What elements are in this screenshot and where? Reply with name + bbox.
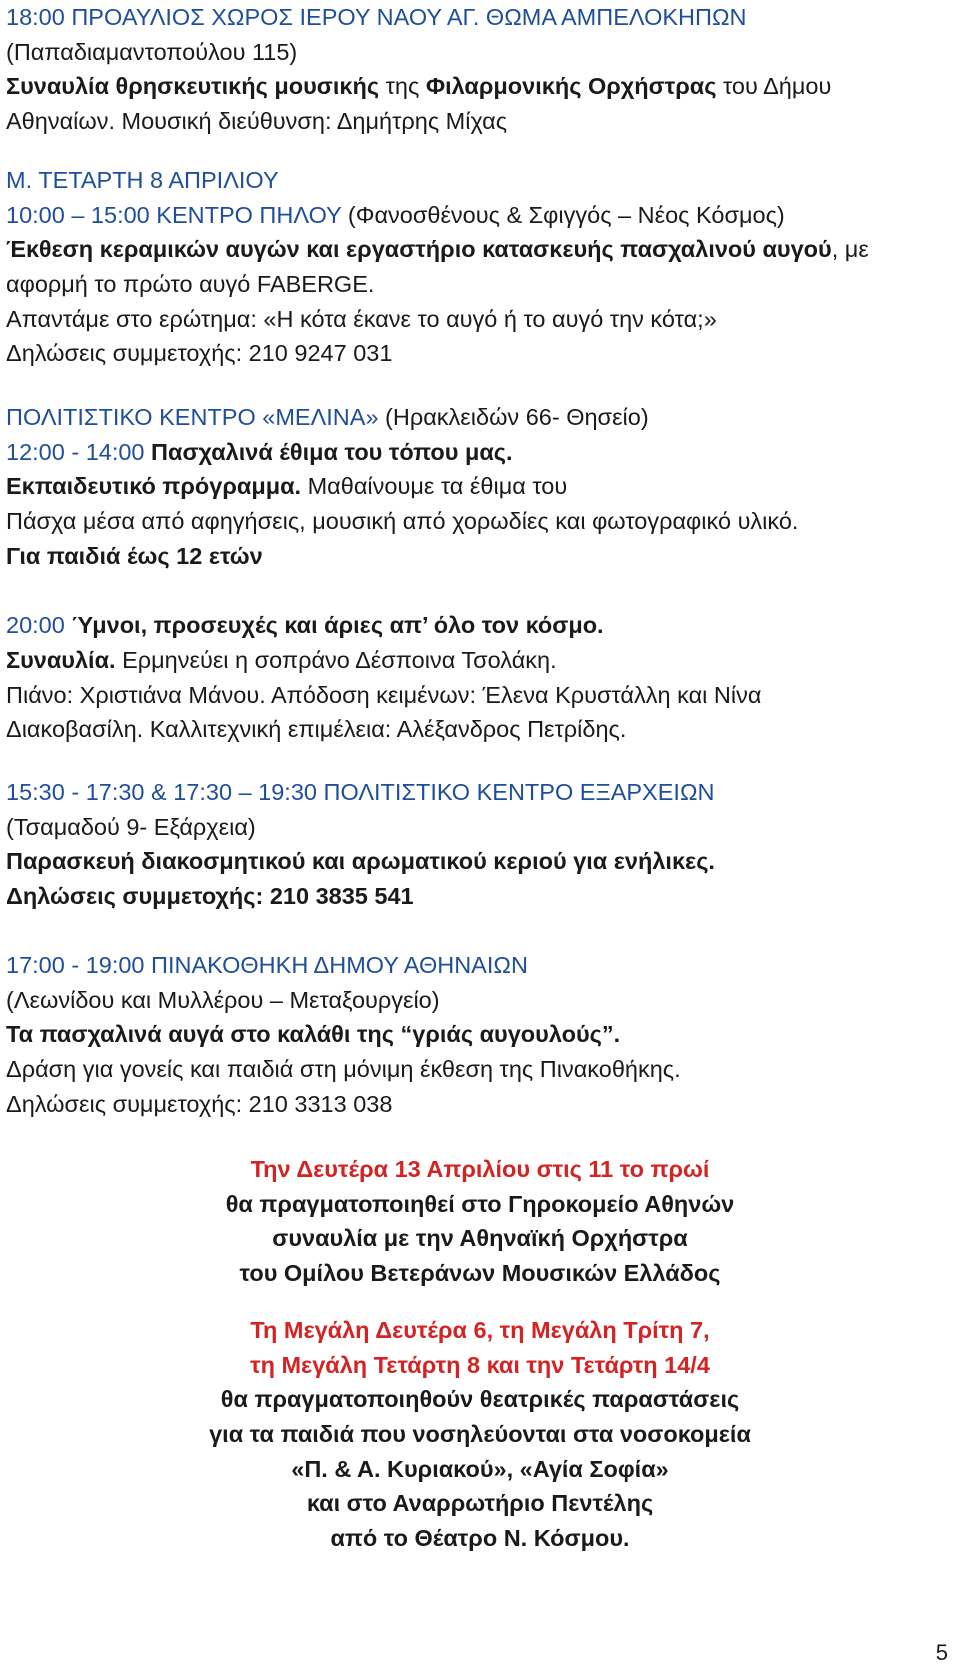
- notice-line: και στο Αναρρωτήριο Πεντέλης: [306, 1490, 654, 1517]
- event-description: Δράση για γονείς και παιδιά στη μόνιμη έκθεση της Πινακοθήκης.: [6, 1056, 681, 1083]
- notice-date: Τη Μεγάλη Δευτέρα 6, τη Μεγάλη Τρίτη 7,: [250, 1317, 710, 1343]
- event-credits-cont: Διακοβασίλη. Καλλιτεχνική επιμέλεια: Αλέξανδρος Πετρίδης.: [6, 716, 627, 743]
- spacer: [6, 573, 946, 608]
- event-description: [6, 232, 946, 267]
- age-note: Για παιδιά έως 12 ετών: [6, 542, 263, 569]
- notice-line: συναυλία με την Αθηναϊκή Ορχήστρα: [272, 1225, 688, 1252]
- notice-line: από το Θέατρο Ν. Κόσμου.: [330, 1525, 630, 1552]
- event-pinakothiki: [6, 948, 946, 1121]
- notice-gerokomeio: [0, 1152, 960, 1291]
- event-title: Συναυλία θρησκευτικής μουσικής: [6, 73, 380, 100]
- registration-phone: Δηλώσεις συμμετοχής: 210 3835 541: [6, 883, 414, 910]
- notice-line: για τα παιδιά που νοσηλεύονται στα νοσοκομεία: [209, 1421, 751, 1448]
- text-span: Μαθαίνουμε τα έθιμα του: [301, 473, 568, 500]
- venue-heading: [6, 400, 946, 435]
- text-span: του Δήμου: [716, 73, 832, 100]
- event-time-venue: 10:00 – 15:00 ΚΕΝΤΡΟ ΠΗΛΟΥ: [6, 201, 342, 228]
- notice-date: τη Μεγάλη Τετάρτη 8 και την Τετάρτη 14/4: [250, 1351, 710, 1378]
- notice-theatre: [0, 1313, 960, 1556]
- text-span: της: [379, 73, 426, 100]
- event-kentro-pilou: [6, 163, 946, 371]
- notice-line: θα πραγματοποιηθεί στο Γηροκομείο Αθηνών: [225, 1190, 735, 1217]
- venue-name: ΠΟΛΙΤΙΣΤΙΚΟ ΚΕΝΤΡΟ «ΜΕΛΙΝΑ»: [6, 404, 379, 430]
- event-title: Έκθεση κεραμικών αυγών και εργαστήριο κατασκευής πασχαλινού αυγού: [6, 236, 832, 263]
- event-title: Ύμνοι, προσευχές και άριες απ’ όλο τον κόσμο.: [64, 612, 604, 639]
- event-exarcheia: [6, 775, 946, 914]
- event-title: Τα πασχαλινά αυγά στο καλάθι της “γριάς αυγουλούς”.: [6, 1021, 621, 1048]
- event-time: 20:00: [6, 612, 65, 639]
- event-time: 12:00 - 14:00: [6, 438, 145, 465]
- event-heading: 18:00 ΠΡΟΑΥΛΙΟΣ ΧΩΡΟΣ ΙΕΡΟΥ ΝΑΟΥ ΑΓ. ΘΩΜΑ ΑΜΠΕΛΟΚΗΠΩΝ: [6, 4, 747, 30]
- event-question: Απαντάμε στο ερώτημα: «Η κότα έκανε το αυγό ή το αυγό την κότα;»: [6, 305, 717, 332]
- event-heading: 17:00 - 19:00 ΠΙΝΑΚΟΘΗΚΗ ΔΗΜΟΥ ΑΘΗΝΑΙΩΝ: [6, 952, 528, 978]
- event-description-cont: Πάσχα μέσα από αφηγήσεις, μουσική από χορωδίες και φωτογραφικό υλικό.: [6, 508, 799, 535]
- program-label: Εκπαιδευτικό πρόγραμμα.: [6, 473, 302, 500]
- date-heading: Μ. ΤΕΤΑΡΤΗ 8 ΑΠΡΙΛΙΟΥ: [6, 167, 279, 193]
- event-heading: [6, 435, 946, 470]
- event-description: [6, 643, 946, 678]
- event-address: (Φανοσθένους & Σφιγγός – Νέος Κόσμος): [341, 201, 785, 228]
- notice-line: θα πραγματοποιηθούν θεατρικές παραστάσεις: [220, 1386, 740, 1413]
- event-title: Παρασκευή διακοσμητικού και αρωματικού κεριού για ενήλικες.: [6, 848, 715, 875]
- event-heading: 15:30 - 17:30 & 17:30 – 19:30 ΠΟΛΙΤΙΣΤΙΚΟ ΚΕΝΤΡΟ ΕΞΑΡΧΕΙΩΝ: [6, 779, 715, 805]
- event-address: (Παπαδιαμαντοπούλου 115): [6, 38, 298, 65]
- event-description: [6, 469, 946, 504]
- venue-address: (Ηρακλειδών 66- Θησείο): [378, 404, 649, 430]
- event-heading: [6, 198, 946, 233]
- notice-line: «Π. & Α. Κυριακού», «Αγία Σοφία»: [291, 1455, 669, 1482]
- text-span: Ερμηνεύει η σοπράνο Δέσποινα Τσολάκη.: [115, 646, 557, 673]
- event-address: (Τσαμαδού 9- Εξάρχεια): [6, 813, 256, 840]
- event-description: [6, 69, 946, 104]
- event-agios-thomas: [6, 0, 946, 139]
- registration-phone: Δηλώσεις συμμετοχής: 210 9247 031: [6, 340, 393, 367]
- event-credits: Πιάνο: Χριστιάνα Μάνου. Απόδοση κειμένων: Έλενα Κρυστάλλη και Νίνα: [6, 681, 762, 708]
- registration-phone: Δηλώσεις συμμετοχής: 210 3313 038: [6, 1090, 393, 1117]
- event-description-cont: αφορμή το πρώτο αυγό FABERGE.: [6, 271, 375, 298]
- concert-label: Συναυλία.: [6, 646, 116, 673]
- page-number: 5: [935, 1640, 948, 1665]
- text-span: , με: [831, 236, 869, 263]
- event-description-cont: Αθηναίων. Μουσική διεύθυνση: Δημήτρης Μίχας: [6, 108, 508, 135]
- orchestra-name: Φιλαρμονικής Ορχήστρας: [425, 73, 717, 100]
- event-title: Πασχαλινά έθιμα του τόπου μας.: [144, 438, 513, 465]
- notice-line: του Ομίλου Βετεράνων Μουσικών Ελλάδος: [239, 1260, 721, 1287]
- notice-date: Την Δευτέρα 13 Απριλίου στις 11 το πρωί: [250, 1156, 710, 1182]
- event-heading: [6, 608, 946, 643]
- event-address: (Λεωνίδου και Μυλλέρου – Μεταξουργείο): [6, 986, 440, 1013]
- event-melina: [6, 400, 946, 747]
